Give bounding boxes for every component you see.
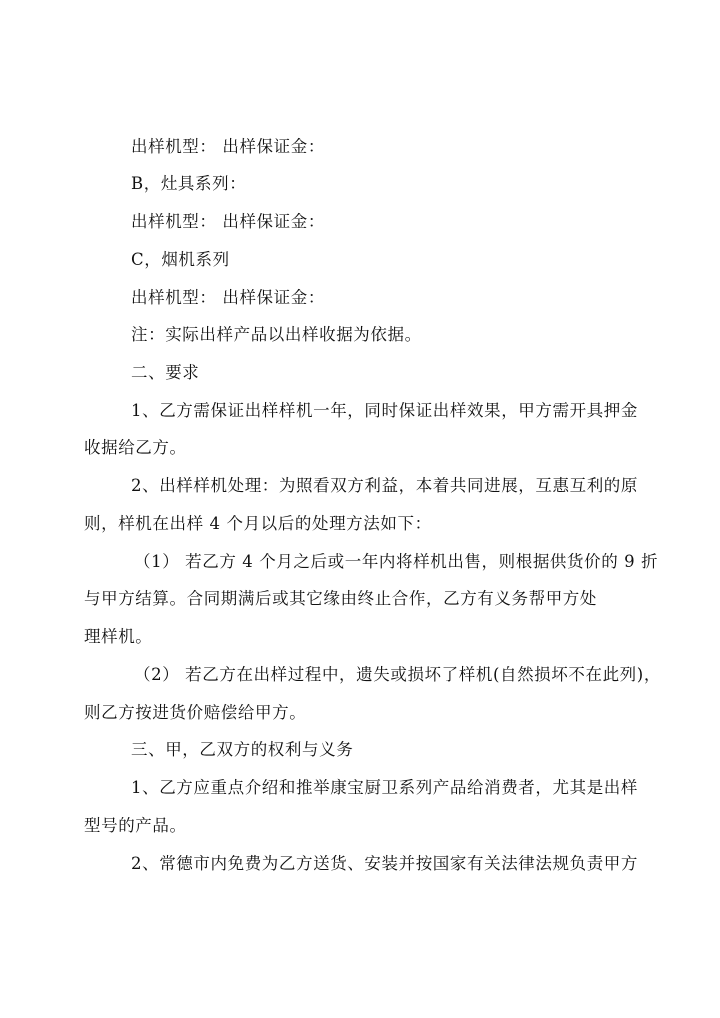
text-line: C，烟机系列 xyxy=(131,250,230,269)
text-line: 理样机。 xyxy=(84,627,153,646)
text-line: 1、乙方需保证出样样机一年，同时保证出样效果，甲方需开具押金 xyxy=(131,401,638,420)
text-line: 注：实际出样产品以出样收据为依据。 xyxy=(131,325,422,344)
text-line: 出样机型： 出样保证金： xyxy=(131,288,325,307)
text-line: 则乙方按进货价赔偿给甲方。 xyxy=(84,703,307,722)
text-line: 2、常德市内免费为乙方送货、安装并按国家有关法律法规负责甲方 xyxy=(131,854,638,873)
text-line: （1） 若乙方 4 个月之后或一年内将样机出售，则根据供货价的 9 折 xyxy=(134,552,659,571)
text-line: 与甲方结算。合同期满后或其它缘由终止合作，乙方有义务帮甲方处 xyxy=(84,589,597,608)
text-line: （2） 若乙方在出样过程中，遗失或损坏了样机(自然损坏不在此列)， xyxy=(134,665,661,684)
text-line: 2、出样样机处理：为照看双方利益，本着共同进展，互惠互利的原 xyxy=(131,476,638,495)
text-line: 出样机型： 出样保证金： xyxy=(131,212,325,231)
text-line: B，灶具系列： xyxy=(131,174,247,193)
section-heading: 三、甲，乙双方的权利与义务 xyxy=(131,740,354,759)
text-line: 则，样机在出样 4 个月以后的处理方法如下： xyxy=(84,514,432,533)
text-line: 收据给乙方。 xyxy=(84,438,187,457)
section-heading: 二、要求 xyxy=(131,363,200,382)
text-line: 1、乙方应重点介绍和推举康宝厨卫系列产品给消费者，尤其是出样 xyxy=(131,778,638,797)
text-line: 型号的产品。 xyxy=(84,816,187,835)
text-line: 出样机型： 出样保证金： xyxy=(131,137,325,156)
